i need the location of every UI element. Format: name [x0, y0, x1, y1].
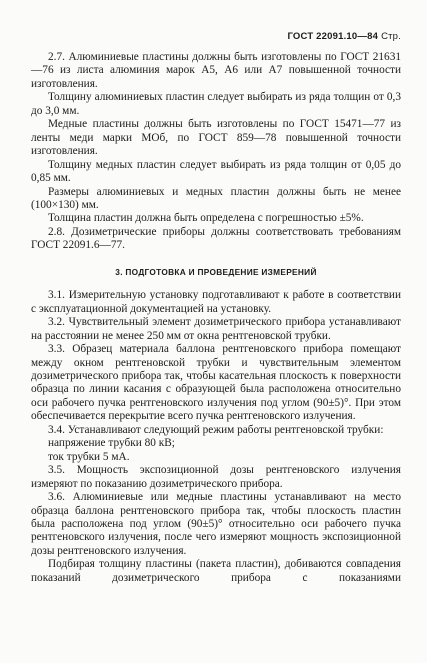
paragraph-2-8: 2.8. Дозиметрические приборы должны соответствовать требованиям ГОСТ 22091.6—77. [31, 225, 401, 252]
paragraph-3-1: 3.1. Измерительную установку подготавливают к работе в соответствии с эксплуатационной документацией на установку. [31, 289, 401, 315]
paragraph-3-3: 3.3. Образец материала баллона рентгеновского прибора помещают между окном рентгеновской трубки и чувствительным элементом дозиметрического прибора так, чтобы касательная плоскость к поверхности образца по линии касания с образующей была расположена относительно оси рабочего пучка рентгеновского излучения под углом (90±5)°. При этом обеспечивается перекрытие всего пучка рентгеновского излучения. [31, 343, 401, 423]
paragraph-3-2: 3.2. Чувствительный элемент дозиметрического прибора устанавливают на расстоянии не менее 250 мм от окна рентгеновской трубки. [31, 316, 401, 342]
paragraph-2-7: 2.7. Алюминиевые пластины должны быть изготовлены по ГОСТ 21631—76 из листа алюминия марок А5, А6 или А7 повышенной точности изготовления. [31, 51, 401, 90]
page-header [287, 31, 401, 42]
tube-current-line: ток трубки 5 мА. [48, 450, 130, 463]
tube-voltage-line: напряжение трубки 80 кВ; [48, 437, 175, 450]
document-body [31, 51, 401, 585]
paragraph-copper-plates: Медные пластины должны быть изготовлены по ГОСТ 15471—77 из ленты меди марки МОб, по ГОСТ 859—78 повышенной точности изготовления. [31, 118, 401, 158]
paragraph-3-5: 3.5. Мощность экспозиционной дозы рентгеновского излучения измеряют по показанию дозиметрического прибора. [31, 464, 401, 490]
paragraph-thickness-error: Толщина пластин должна быть определена с погрешностью ±5%. [48, 212, 364, 225]
page-label: Стр. [381, 31, 401, 42]
paragraph-3-6: 3.6. Алюминиевые или медные пластины устанавливают на место образца баллона рентгеновского прибора так, чтобы плоскость пластин была расположена под углом (90±5)° относительно оси рабочего пучка рентгеновского излучения, после чего измеряют мощность экспозиционной дозы рентгеновского излучения. [31, 491, 401, 557]
standard-number: ГОСТ 22091.10—84 [287, 31, 379, 42]
paragraph-aluminium-thickness: Толщину алюминиевых пластин следует выбирать из ряда толщин от 0,3 до 3,0 мм. [31, 91, 401, 117]
section-3-heading: 3. ПОДГОТОВКА И ПРОВЕДЕНИЕ ИЗМЕРЕНИЙ [115, 266, 317, 277]
paragraph-3-4: 3.4. Устанавливают следующий режим работы рентгеновской трубки: [48, 423, 384, 436]
paragraph-selection: Подбирая толщину пластины (пакета пластин), добиваются совпадения показаний дозиметрического прибора с показаниями [31, 558, 401, 584]
paragraph-plate-dimensions: Размеры алюминиевых и медных пластин должны быть не менее (100×130) мм. [31, 185, 401, 211]
paragraph-copper-thickness: Толщину медных пластин следует выбирать из ряда толщин от 0,05 до 0,85 мм. [31, 158, 401, 185]
